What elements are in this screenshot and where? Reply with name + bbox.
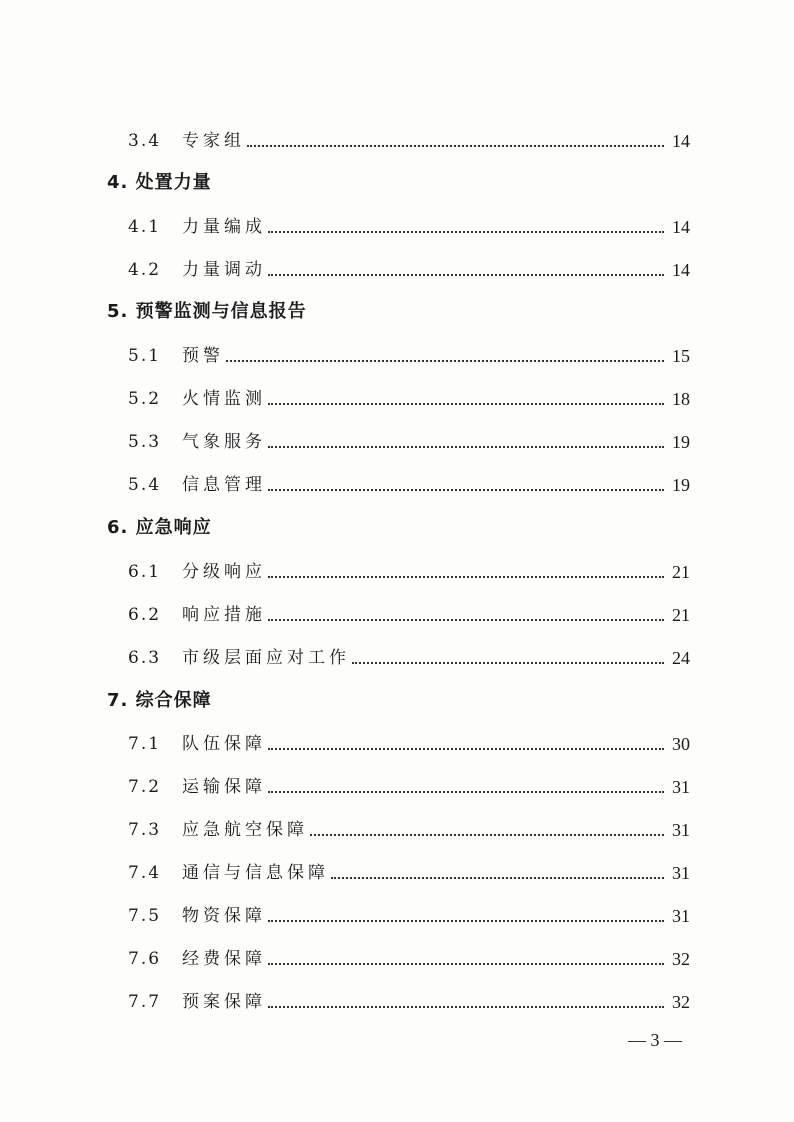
toc-entry-page: 19 [672,475,690,495]
toc-entry-page: 14 [672,260,690,280]
toc-entry-page: 21 [672,605,690,625]
toc-section-heading: 6. 应急响应 [107,517,212,538]
toc-entry-page: 31 [672,863,690,883]
toc-entry [128,940,690,970]
toc-entry-title: 物资保障 [182,906,266,926]
dot-leader [268,230,664,233]
toc-entry-page: 32 [672,949,690,969]
toc-entry-number: 4.2 [128,260,162,280]
toc-entry-page: 14 [672,217,690,237]
toc-entry-title: 运输保障 [182,777,266,797]
toc-entry-number: 5.2 [128,389,162,409]
toc-entry-number: 5.4 [128,475,162,495]
page-number: — 3 — [628,1030,682,1050]
toc-entry-page: 21 [672,562,690,582]
dot-leader [247,144,664,147]
toc-entry-number: 7.2 [128,777,162,797]
toc-entry-page: 14 [672,131,690,151]
toc-entry-title: 应急航空保障 [182,820,308,840]
toc-entry [128,251,690,281]
toc-entry-title: 信息管理 [182,475,266,495]
toc-section-heading: 7. 综合保障 [107,690,212,711]
toc-entry-title: 预警 [182,346,224,366]
dot-leader [268,488,664,491]
toc-entry-page: 15 [672,346,690,366]
dot-leader [268,919,664,922]
toc-entry-number: 7.4 [128,863,162,883]
toc-entry [128,811,690,841]
toc-entry [128,380,690,410]
toc-entry-title: 火情监测 [182,389,266,409]
toc-entry [128,725,690,755]
dot-leader [268,747,664,750]
dot-leader [268,618,664,621]
toc-entry-number: 7.7 [128,992,162,1012]
toc-entry-page: 32 [672,992,690,1012]
dot-leader [268,575,664,578]
toc-entry-page: 31 [672,777,690,797]
dot-leader [226,359,664,362]
toc-entry-title: 市级层面应对工作 [182,648,350,668]
toc-entry-number: 3.4 [128,131,162,151]
toc-entry [128,208,690,238]
dot-leader [268,1005,664,1008]
toc-entry-title: 专家组 [182,131,245,151]
toc-entry [128,983,690,1013]
toc-entry [128,596,690,626]
toc-entry [128,553,690,583]
dot-leader [268,790,664,793]
toc-entry [128,639,690,669]
toc-entry-number: 5.3 [128,432,162,452]
toc-entry-page: 31 [672,820,690,840]
toc-entry-number: 7.1 [128,734,162,754]
dot-leader [310,833,664,836]
dot-leader [268,445,664,448]
toc-entry-page: 31 [672,906,690,926]
dot-leader [331,876,664,879]
toc-entry-number: 5.1 [128,346,162,366]
toc-entry [128,466,690,496]
toc-entry-title: 响应措施 [182,605,266,625]
toc-entry-number: 6.1 [128,562,162,582]
toc-entry-title: 力量编成 [182,217,266,237]
toc-entry-page: 18 [672,389,690,409]
toc-entry-title: 通信与信息保障 [182,863,329,883]
toc-entry-title: 力量调动 [182,260,266,280]
toc-entry-title: 队伍保障 [182,734,266,754]
toc-entry [128,897,690,927]
toc-entry-number: 6.2 [128,605,162,625]
toc-entry-number: 7.5 [128,906,162,926]
toc-entry [128,768,690,798]
toc-entry [128,423,690,453]
toc-entry-number: 7.6 [128,949,162,969]
dot-leader [268,962,664,965]
toc-entry-number: 6.3 [128,648,162,668]
toc-entry-title: 分级响应 [182,562,266,582]
toc-entry-page: 30 [672,734,690,754]
toc-section-heading: 4. 处置力量 [107,172,212,193]
toc-entry-title: 预案保障 [182,992,266,1012]
toc-entry-title: 经费保障 [182,949,266,969]
dot-leader [268,273,664,276]
dot-leader [268,402,664,405]
toc-entry-page: 19 [672,432,690,452]
toc-entry-title: 气象服务 [182,432,266,452]
toc-entry-page: 24 [672,648,690,668]
dot-leader [352,661,664,664]
toc-entry [128,337,690,367]
toc-entry-number: 4.1 [128,217,162,237]
toc-entry [128,122,690,152]
toc-section-heading: 5. 预警监测与信息报告 [107,301,307,322]
toc-entry-number: 7.3 [128,820,162,840]
toc-entry [128,854,690,884]
